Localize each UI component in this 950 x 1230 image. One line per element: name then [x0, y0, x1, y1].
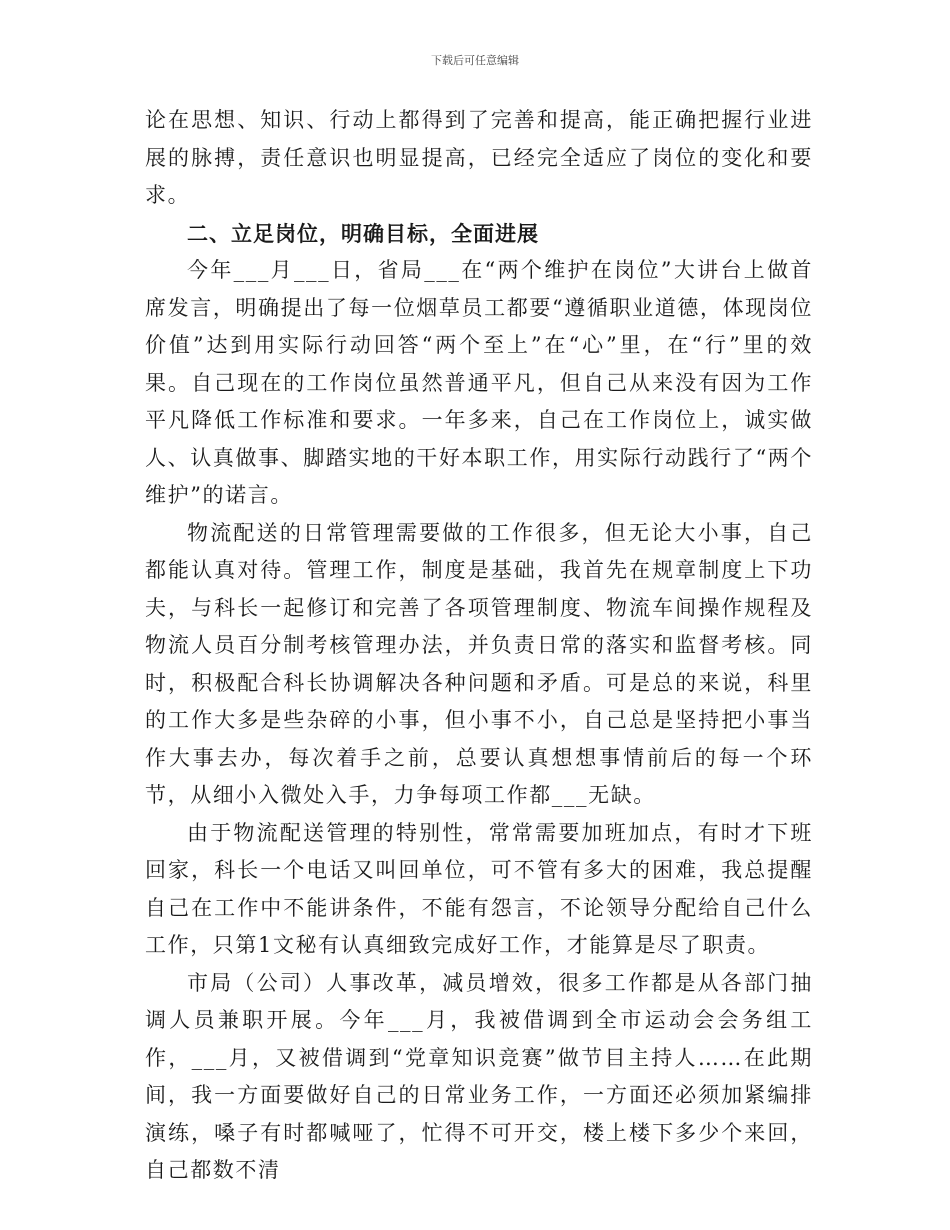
document-body — [145, 102, 813, 1190]
paragraph: 今年___月___日，省局___在“两个维护在岗位”大讲台上做首席发言，明确提出了每一位烟草员工都要“遵循职业道德，体现岗位价值”达到用实际行动回答“两个至上”在“心”里，在“行”里的效果。自己现在的工作岗位虽然普通平凡，但自己从来没有因为工作平凡降低工作标准和要求。一年多来，自己在工作岗位上，诚实做人、认真做事、脚踏实地的干好本职工作，用实际行动践行了“两个维护”的诺言。 — [145, 258, 813, 507]
paragraph: 由于物流配送管理的特别性，常常需要加班加点，有时才下班回家，科长一个电话又叫回单位，可不管有多大的困难，我总提醒自己在工作中不能讲条件，不能有怨言，不论领导分配给自己什么工作，只第1文秘有认真细致完成好工作，才能算是尽了职责。 — [145, 820, 813, 957]
paragraph-continuation: 论在思想、知识、行动上都得到了完善和提高，能正确把握行业进展的脉搏，责任意识也明显提高，已经完全适应了岗位的变化和要求。 — [145, 108, 813, 207]
paragraph: 物流配送的日常管理需要做的工作很多，但无论大小事，自己都能认真对待。管理工作，制度是基础，我首先在规章制度上下功夫，与科长一起修订和完善了各项管理制度、物流车间操作规程及物流人员百分制考核管理办法，并负责日常的落实和监督考核。同时，积极配合科长协调解决各种问题和矛盾。可是总的来说，科里的工作大多是些杂碎的小事，但小事不小，自己总是坚持把小事当作大事去办，每次着手之前，总要认真想想事情前后的每一个环节，从细小入微处入手，力争每项工作都___无缺。 — [145, 520, 813, 807]
page-header: 下载后可任意编辑 — [431, 54, 519, 67]
section-heading: 二、立足岗位，明确目标，全面进展 — [187, 220, 539, 246]
paragraph: 市局（公司）人事改革，减员增效，很多工作都是从各部门抽调人员兼职开展。今年___月，我被借调到全市运动会会务组工作，___月，又被借调到“党章知识竞赛”做节目主持人……在此期间，我一方面要做好自己的日常业务工作，一方面还必须加紧编排演练，嗓子有时都喊哑了，忙得不可开交，楼上楼下多少个来回，自己都数不清 — [145, 970, 813, 1182]
